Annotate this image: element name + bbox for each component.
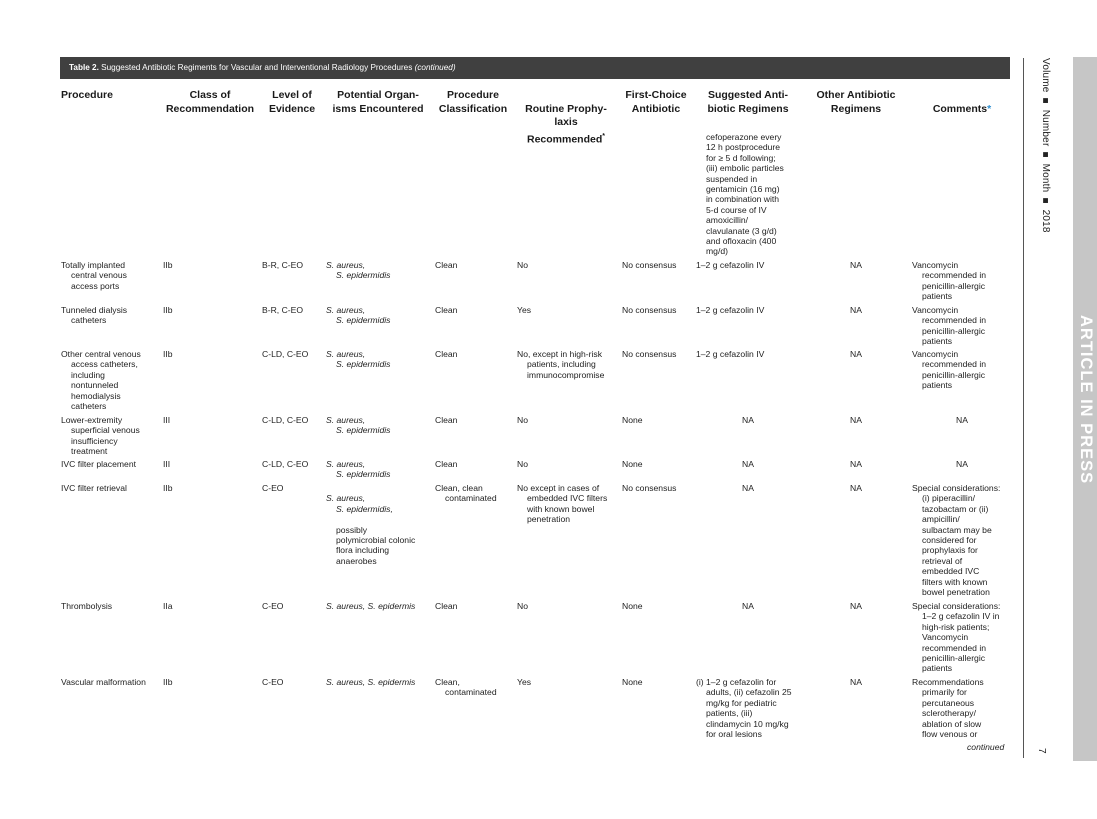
header-routine-mark: * bbox=[602, 132, 605, 140]
table-row-first-choice: No consensus bbox=[622, 305, 677, 315]
table-row-classification: Clean bbox=[435, 260, 458, 270]
article-in-press-label: ARTICLE IN PRESS bbox=[1077, 315, 1095, 485]
table-row-other: NA bbox=[850, 349, 862, 359]
header-other: Other Antibiotic Regimens bbox=[816, 89, 896, 115]
table-row-routine: No bbox=[517, 459, 528, 469]
table-row-procedure: Tunneled dialysis catheters bbox=[61, 305, 128, 326]
table-row-first-choice: None bbox=[622, 459, 643, 469]
table-caption: Suggested Antibiotic Regiments for Vascular and Interventional Radiology Procedures bbox=[98, 63, 415, 72]
table-row-class: IIb bbox=[163, 677, 173, 687]
table-row-comments: NA bbox=[956, 459, 968, 469]
table-row-other: NA bbox=[850, 305, 862, 315]
table-row-class: IIb bbox=[163, 260, 173, 270]
table-row-first-choice: No consensus bbox=[622, 349, 677, 359]
table-row-procedure: Other central venous access catheters, including nontunneled hemodialysis catheters bbox=[61, 349, 141, 412]
table-row-class: IIb bbox=[163, 483, 173, 493]
table-row-organisms: S. aureus, S. epidermis bbox=[326, 601, 416, 611]
table-row-procedure: Totally implanted central venous access ports bbox=[61, 260, 127, 291]
table-row-first-choice: No consensus bbox=[622, 483, 677, 493]
header-classification: Procedure Classification bbox=[438, 89, 508, 115]
table-row-suggested: NA bbox=[742, 601, 754, 611]
table-row-organisms: S. aureus, S. epidermidis bbox=[326, 260, 391, 281]
carryover-regimen: cefoperazone every 12 h postprocedure for ≥ 5 d following; (iii) embolic particles suspended in gentamicin (16 mg) in combination with 5-d course of IV amoxicillin/ clavulanate (3 g/d) and ofloxacin (400 mg/d) bbox=[706, 132, 784, 257]
table-row-organisms: S. aureus, S. epidermidis bbox=[326, 305, 391, 326]
table-row-suggested: NA bbox=[742, 415, 754, 425]
table-row-level: C-LD, C-EO bbox=[262, 415, 309, 425]
table-row-organisms: S. aureus, S. epidermidis bbox=[326, 459, 391, 480]
header-class: Class of Recommendation bbox=[165, 89, 255, 115]
table-row-comments: Special considerations: (i) piperacillin/ tazobactam or (ii) ampicillin/ sulbactam may be considered for prophylaxis for retrieval of embedded IVC filters with known bowel penetration bbox=[912, 483, 1001, 598]
header-procedure: Procedure bbox=[61, 89, 113, 101]
header-routine-text: Routine Prophy- laxis Recommended bbox=[525, 102, 607, 145]
table-row-classification: Clean bbox=[435, 305, 458, 315]
table-row-level: C-EO bbox=[262, 483, 284, 493]
table-row-level: C-LD, C-EO bbox=[262, 459, 309, 469]
table-row-suggested: NA bbox=[742, 483, 754, 493]
header-first-choice: First-Choice Antibiotic bbox=[625, 89, 687, 115]
organisms-plain: possibly polymicrobial colonic flora including anaerobes bbox=[336, 524, 416, 566]
table-row-class: IIb bbox=[163, 305, 173, 315]
table-row-class: IIa bbox=[163, 601, 173, 611]
running-head: Volume ■ Number ■ Month ■ 2018 bbox=[1040, 58, 1051, 233]
header-organisms: Potential Organ- isms Encountered bbox=[332, 89, 424, 115]
header-comments bbox=[912, 89, 1012, 116]
table-row-first-choice: None bbox=[622, 415, 643, 425]
table-row-first-choice: No consensus bbox=[622, 260, 677, 270]
header-routine bbox=[516, 89, 616, 147]
table-caption-suffix: (continued) bbox=[414, 63, 456, 72]
table-row-procedure: Vascular malformation bbox=[61, 677, 146, 687]
table-label: Table 2. bbox=[69, 63, 99, 72]
table-row-level: C-EO bbox=[262, 601, 284, 611]
table-row-other: NA bbox=[850, 260, 862, 270]
table-row-organisms: S. aureus, S. epidermidis bbox=[326, 349, 391, 370]
table-row-level: C-EO bbox=[262, 677, 284, 687]
table-row-classification: Clean bbox=[435, 601, 458, 611]
table-row-routine: No except in cases of embedded IVC filters with known bowel penetration bbox=[517, 483, 608, 525]
table-row-comments: Vancomycin recommended in penicillin-allergic patients bbox=[912, 349, 987, 391]
table-row-organisms bbox=[326, 483, 430, 577]
table-row-classification: Clean bbox=[435, 415, 458, 425]
table-row-classification: Clean bbox=[435, 459, 458, 469]
table-row-suggested: 1–2 g cefazolin IV bbox=[696, 349, 765, 359]
table-row-class: III bbox=[163, 459, 171, 469]
table-row-level: B-R, C-EO bbox=[262, 260, 304, 270]
table-row-organisms: S. aureus, S. epidermidis bbox=[326, 415, 391, 436]
table-row-comments: NA bbox=[956, 415, 968, 425]
table-row-suggested: (i) 1–2 g cefazolin for adults, (ii) cefazolin 25 mg/kg for pediatric patients, (iii) clindamycin 10 mg/kg for oral lesions bbox=[696, 677, 792, 740]
table-row-other: NA bbox=[850, 483, 862, 493]
table-row-comments: Recommendations primarily for percutaneous sclerotherapy/ ablation of slow flow venous or bbox=[912, 677, 984, 740]
table-title-bar bbox=[60, 57, 1010, 79]
table-row-other: NA bbox=[850, 601, 862, 611]
table-row-classification: Clean bbox=[435, 349, 458, 359]
header-suggested: Suggested Anti- biotic Regimens bbox=[707, 89, 789, 115]
table-row-procedure: Thrombolysis bbox=[61, 601, 113, 611]
table-row-routine: Yes bbox=[517, 677, 532, 687]
margin-rule bbox=[1023, 58, 1024, 758]
organisms-italic: S. aureus, S. epidermidis, bbox=[326, 493, 393, 514]
table-row-level: C-LD, C-EO bbox=[262, 349, 309, 359]
table-row-routine: No bbox=[517, 415, 528, 425]
table-row-comments: Vancomycin recommended in penicillin-allergic patients bbox=[912, 305, 987, 347]
table-row-classification: Clean, contaminated bbox=[435, 677, 497, 698]
table-row-comments: Special considerations: 1–2 g cefazolin IV in high-risk patients; Vancomycin recommended in penicillin-allergic patients bbox=[912, 601, 1001, 674]
table-row-suggested: NA bbox=[742, 459, 754, 469]
table-row-comments: Vancomycin recommended in penicillin-allergic patients bbox=[912, 260, 987, 302]
table-row-suggested: 1–2 g cefazolin IV bbox=[696, 260, 765, 270]
table-row-class: III bbox=[163, 415, 171, 425]
page-number: 7 bbox=[1036, 748, 1047, 754]
header-level: Level of Evidence bbox=[268, 89, 316, 115]
table-row-organisms: S. aureus, S. epidermis bbox=[326, 677, 416, 687]
table-row-other: NA bbox=[850, 415, 862, 425]
continued-label: continued bbox=[967, 742, 1005, 752]
table-row-first-choice: None bbox=[622, 601, 643, 611]
table-row-routine: Yes bbox=[517, 305, 532, 315]
table-row-classification: Clean, clean contaminated bbox=[435, 483, 497, 504]
table-row-procedure: Lower-extremity superficial venous insufficiency treatment bbox=[61, 415, 140, 457]
header-comments-mark: * bbox=[987, 102, 992, 115]
table-row-routine: No bbox=[517, 260, 528, 270]
table-row-class: IIb bbox=[163, 349, 173, 359]
table-row-level: B-R, C-EO bbox=[262, 305, 304, 315]
table-row-first-choice: None bbox=[622, 677, 643, 687]
table-row-suggested: 1–2 g cefazolin IV bbox=[696, 305, 765, 315]
table-row-procedure: IVC filter placement bbox=[61, 459, 136, 469]
table-row-routine: No, except in high-risk patients, including immunocompromise bbox=[517, 349, 605, 380]
header-comments-text: Comments bbox=[932, 102, 988, 115]
table-row-routine: No bbox=[517, 601, 528, 611]
table-row-other: NA bbox=[850, 677, 862, 687]
table-row-other: NA bbox=[850, 459, 862, 469]
table-row-procedure: IVC filter retrieval bbox=[61, 483, 127, 493]
